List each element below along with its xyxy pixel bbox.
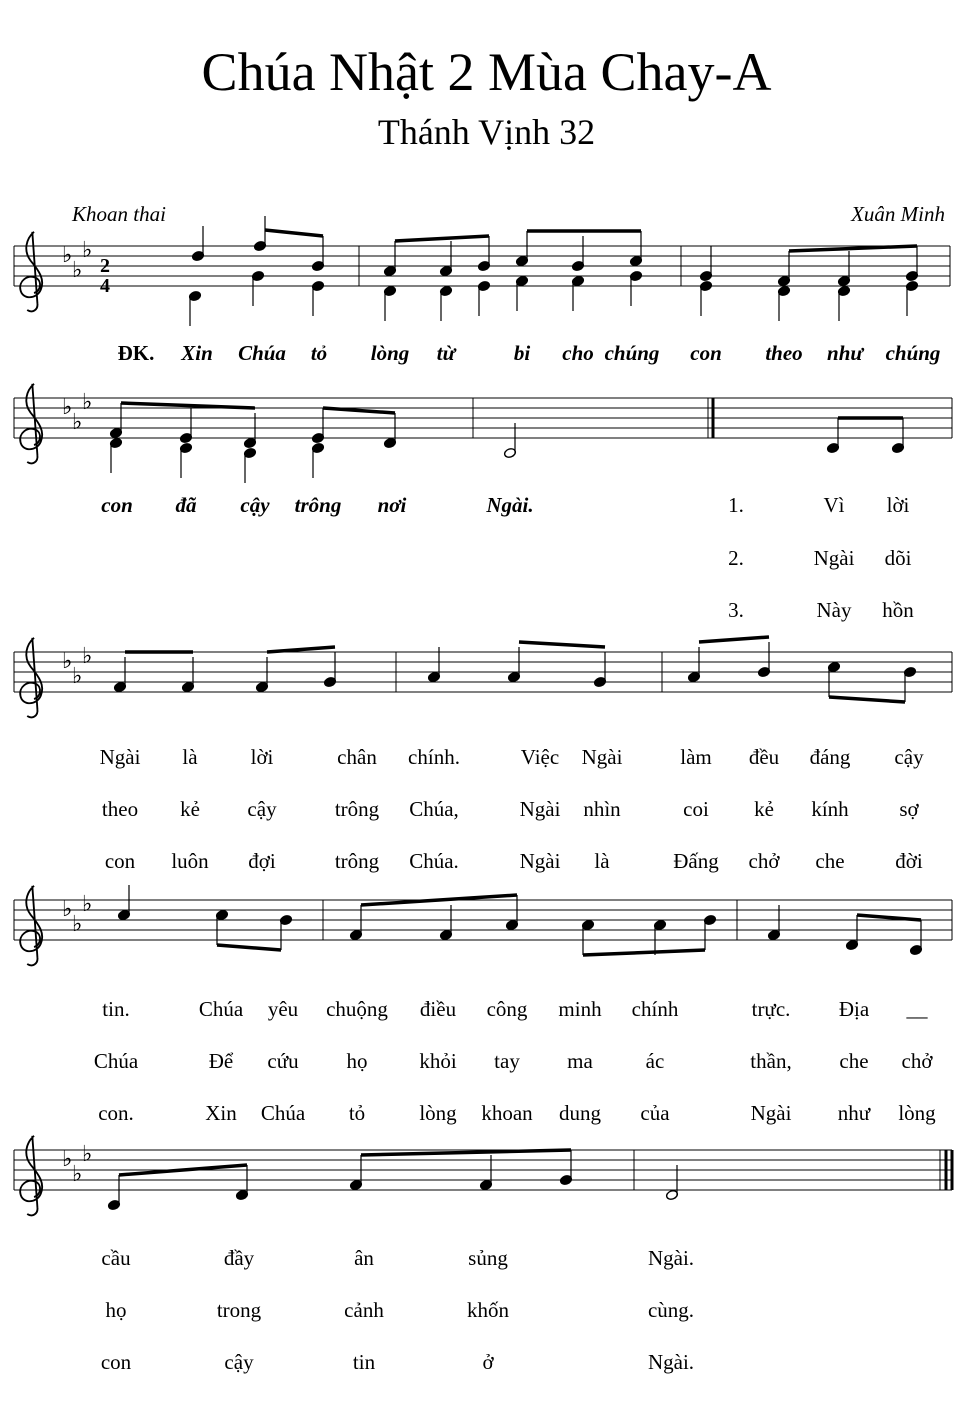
note-beam <box>789 246 917 251</box>
note-beam <box>699 637 769 642</box>
verse-lyric: chở <box>901 1049 933 1073</box>
refrain-lyric: trông <box>294 493 342 517</box>
treble-clef-icon <box>20 1136 42 1216</box>
time-signature-top: 2 <box>100 255 110 277</box>
verse-lyric: cảnh <box>344 1298 384 1322</box>
verse-lyric: như <box>837 1101 871 1125</box>
verse-lyric: tay <box>494 1049 520 1073</box>
note-beam <box>583 950 705 955</box>
verse-lyric: sợ <box>899 797 919 821</box>
verse-lyric: thần, <box>750 1049 792 1073</box>
note-beam <box>267 647 335 652</box>
verse-lyric: Ngài <box>813 546 855 570</box>
verse-lyric: Chúa <box>260 1101 306 1125</box>
verse-lyric: cứu <box>267 1049 299 1073</box>
verse-lyric: đợi <box>248 849 276 873</box>
refrain-lyric: Xin <box>181 341 213 365</box>
verse-lyric: theo <box>101 797 139 821</box>
verse-lyric: Ngài. <box>647 1246 695 1270</box>
verse-lyric: kính <box>811 797 849 821</box>
verse-lyric: cầu <box>101 1246 131 1270</box>
refrain-lyric: theo <box>765 341 803 365</box>
verse-lyric: coi <box>683 797 709 821</box>
note-beam <box>829 697 905 702</box>
verse-lyric: cậy <box>224 1350 254 1374</box>
verse-lyric: là <box>594 849 610 873</box>
verse-lyric: chính <box>631 997 679 1021</box>
verse-lyric: khỏi <box>419 1049 457 1073</box>
flat-sign-icon: ♭ <box>72 664 83 689</box>
verse-lyric: minh <box>558 997 602 1021</box>
verse-lyric: đáng <box>809 745 851 769</box>
note-beam <box>395 236 489 241</box>
verse-lyric: Ngài <box>750 1101 792 1125</box>
verse-lyric: cậy <box>247 797 277 821</box>
verse-lyric: con <box>104 849 136 873</box>
note-beam <box>265 230 323 236</box>
verse-lyric: trong <box>216 1298 262 1322</box>
verse-lyric: tin. <box>102 997 130 1021</box>
verse-lyric: khoan <box>481 1101 533 1125</box>
verse-lyric: hồn <box>882 598 914 622</box>
flat-sign-icon: ♭ <box>72 410 83 435</box>
flat-sign-icon: ♭ <box>62 395 73 420</box>
verse-lyric: Chúa <box>198 997 244 1021</box>
verse-lyric: che <box>815 849 845 873</box>
verse-lyric: lời <box>886 493 910 517</box>
verse-lyric: đời <box>895 849 923 873</box>
verse-lyric: chở <box>748 849 780 873</box>
time-signature-bottom: 4 <box>100 275 110 297</box>
note-beam <box>857 915 921 920</box>
refrain-lyric: nơi <box>377 493 407 517</box>
verse-lyric: trông <box>334 849 380 873</box>
refrain-lyric: lòng <box>370 341 410 365</box>
verse-lyric: tin <box>352 1350 376 1374</box>
verse-lyric: sủng <box>468 1246 508 1270</box>
verse-lyric: Ngài <box>519 849 561 873</box>
verse-lyric: Này <box>816 598 852 622</box>
refrain-lyric: như <box>827 341 863 365</box>
verse-lyric: lòng <box>898 1101 936 1125</box>
verse-lyric: cậy <box>894 745 924 769</box>
verse-lyric: __ <box>906 997 928 1021</box>
verse-lyric: Địa <box>838 997 870 1021</box>
verse-lyric: Ngài <box>519 797 561 821</box>
flat-sign-icon: ♭ <box>82 644 93 669</box>
refrain-lyric: cho <box>562 341 594 365</box>
refrain-lyric: đã <box>175 493 197 517</box>
verse-lyric: của <box>640 1101 670 1125</box>
refrain-lyric: cậy <box>240 493 270 517</box>
flat-sign-icon: ♭ <box>72 912 83 937</box>
verse-lyric: Đấng <box>673 849 719 873</box>
verse-lyric: Chúa, <box>409 797 459 821</box>
note-beam <box>217 945 281 950</box>
flat-sign-icon: ♭ <box>82 892 93 917</box>
verse-lyric: Ngài. <box>647 1350 695 1374</box>
refrain-lyric: chúng <box>885 341 941 365</box>
verse-lyric: lời <box>250 745 274 769</box>
treble-clef-icon <box>20 232 42 312</box>
verse-lyric: làm <box>680 745 712 769</box>
verse-lyric: Xin <box>205 1101 237 1125</box>
verse-number: 1. <box>728 493 744 517</box>
verse-number: 2. <box>728 546 744 570</box>
verse-lyric: trông <box>334 797 380 821</box>
verse-lyric: Ngài <box>99 745 141 769</box>
verse-lyric: Vì <box>823 493 845 517</box>
verse-lyric: ác <box>645 1049 665 1073</box>
refrain-lyric: Ngài. <box>486 493 534 517</box>
flat-sign-icon: ♭ <box>62 897 73 922</box>
flat-sign-icon: ♭ <box>72 1162 83 1187</box>
treble-clef-icon <box>20 638 42 718</box>
flat-sign-icon: ♭ <box>82 1142 93 1167</box>
verse-lyric: nhìn <box>583 797 621 821</box>
verse-lyric: Chúa. <box>409 849 459 873</box>
verse-lyric: khốn <box>467 1298 509 1322</box>
verse-lyric: kẻ <box>180 797 200 821</box>
treble-clef-icon <box>20 886 42 966</box>
verse-lyric: luôn <box>171 849 209 873</box>
flat-sign-icon: ♭ <box>62 649 73 674</box>
verse-lyric: dõi <box>884 546 912 570</box>
verse-lyric: họ <box>105 1298 127 1322</box>
flat-sign-icon: ♭ <box>82 238 93 263</box>
composer-name: Xuân Minh <box>851 202 945 226</box>
treble-clef-icon <box>20 384 42 464</box>
flat-sign-icon: ♭ <box>82 390 93 415</box>
tempo-marking: Khoan thai <box>72 202 166 226</box>
verse-lyric: ma <box>567 1049 593 1073</box>
verse-lyric: chân <box>337 745 377 769</box>
note-beam <box>323 408 395 413</box>
verse-lyric: ân <box>354 1246 374 1270</box>
verse-lyric: cùng. <box>647 1298 695 1322</box>
verse-lyric: Để <box>208 1049 234 1073</box>
song-subtitle: Thánh Vịnh 32 <box>377 112 596 152</box>
flat-sign-icon: ♭ <box>62 1147 73 1172</box>
verse-lyric: kẻ <box>754 797 774 821</box>
refrain-lyric: tỏ <box>310 341 328 365</box>
verse-lyric: họ <box>346 1049 368 1073</box>
note-beam <box>121 403 255 408</box>
refrain-lyric: con <box>101 493 133 517</box>
verse-lyric: công <box>486 997 528 1021</box>
verse-lyric: là <box>182 745 198 769</box>
verse-lyric: điều <box>419 997 457 1021</box>
refrain-lyric: từ <box>436 341 456 365</box>
flat-sign-icon: ♭ <box>72 258 83 283</box>
verse-lyric: đều <box>748 745 780 769</box>
verse-lyric: Chúa <box>93 1049 139 1073</box>
refrain-label: ĐK. <box>117 341 155 365</box>
verse-lyric: đầy <box>223 1246 255 1270</box>
refrain-lyric: con <box>690 341 722 365</box>
verse-lyric: dung <box>559 1101 601 1125</box>
verse-lyric: con <box>100 1350 132 1374</box>
verse-lyric: Việc <box>520 745 560 769</box>
verse-lyric: trực. <box>751 997 791 1021</box>
flat-sign-icon: ♭ <box>62 243 73 268</box>
note-beam <box>519 642 605 647</box>
verse-lyric: yêu <box>267 997 299 1021</box>
verse-lyric: che <box>839 1049 869 1073</box>
verse-lyric: con. <box>98 1101 134 1125</box>
refrain-lyric: chúng <box>604 341 660 365</box>
note-beam <box>361 1150 571 1155</box>
verse-number: 3. <box>728 598 744 622</box>
refrain-lyric: Chúa <box>238 341 286 365</box>
verse-lyric: chuộng <box>326 997 388 1021</box>
verse-lyric: Ngài <box>581 745 623 769</box>
verse-lyric: lòng <box>419 1101 457 1125</box>
verse-lyric: tỏ <box>348 1101 366 1125</box>
verse-lyric: chính. <box>408 745 460 769</box>
song-title: Chúa Nhật 2 Mùa Chay-A <box>201 42 772 102</box>
refrain-lyric: bi <box>513 341 531 365</box>
verse-lyric: ở <box>482 1350 494 1374</box>
